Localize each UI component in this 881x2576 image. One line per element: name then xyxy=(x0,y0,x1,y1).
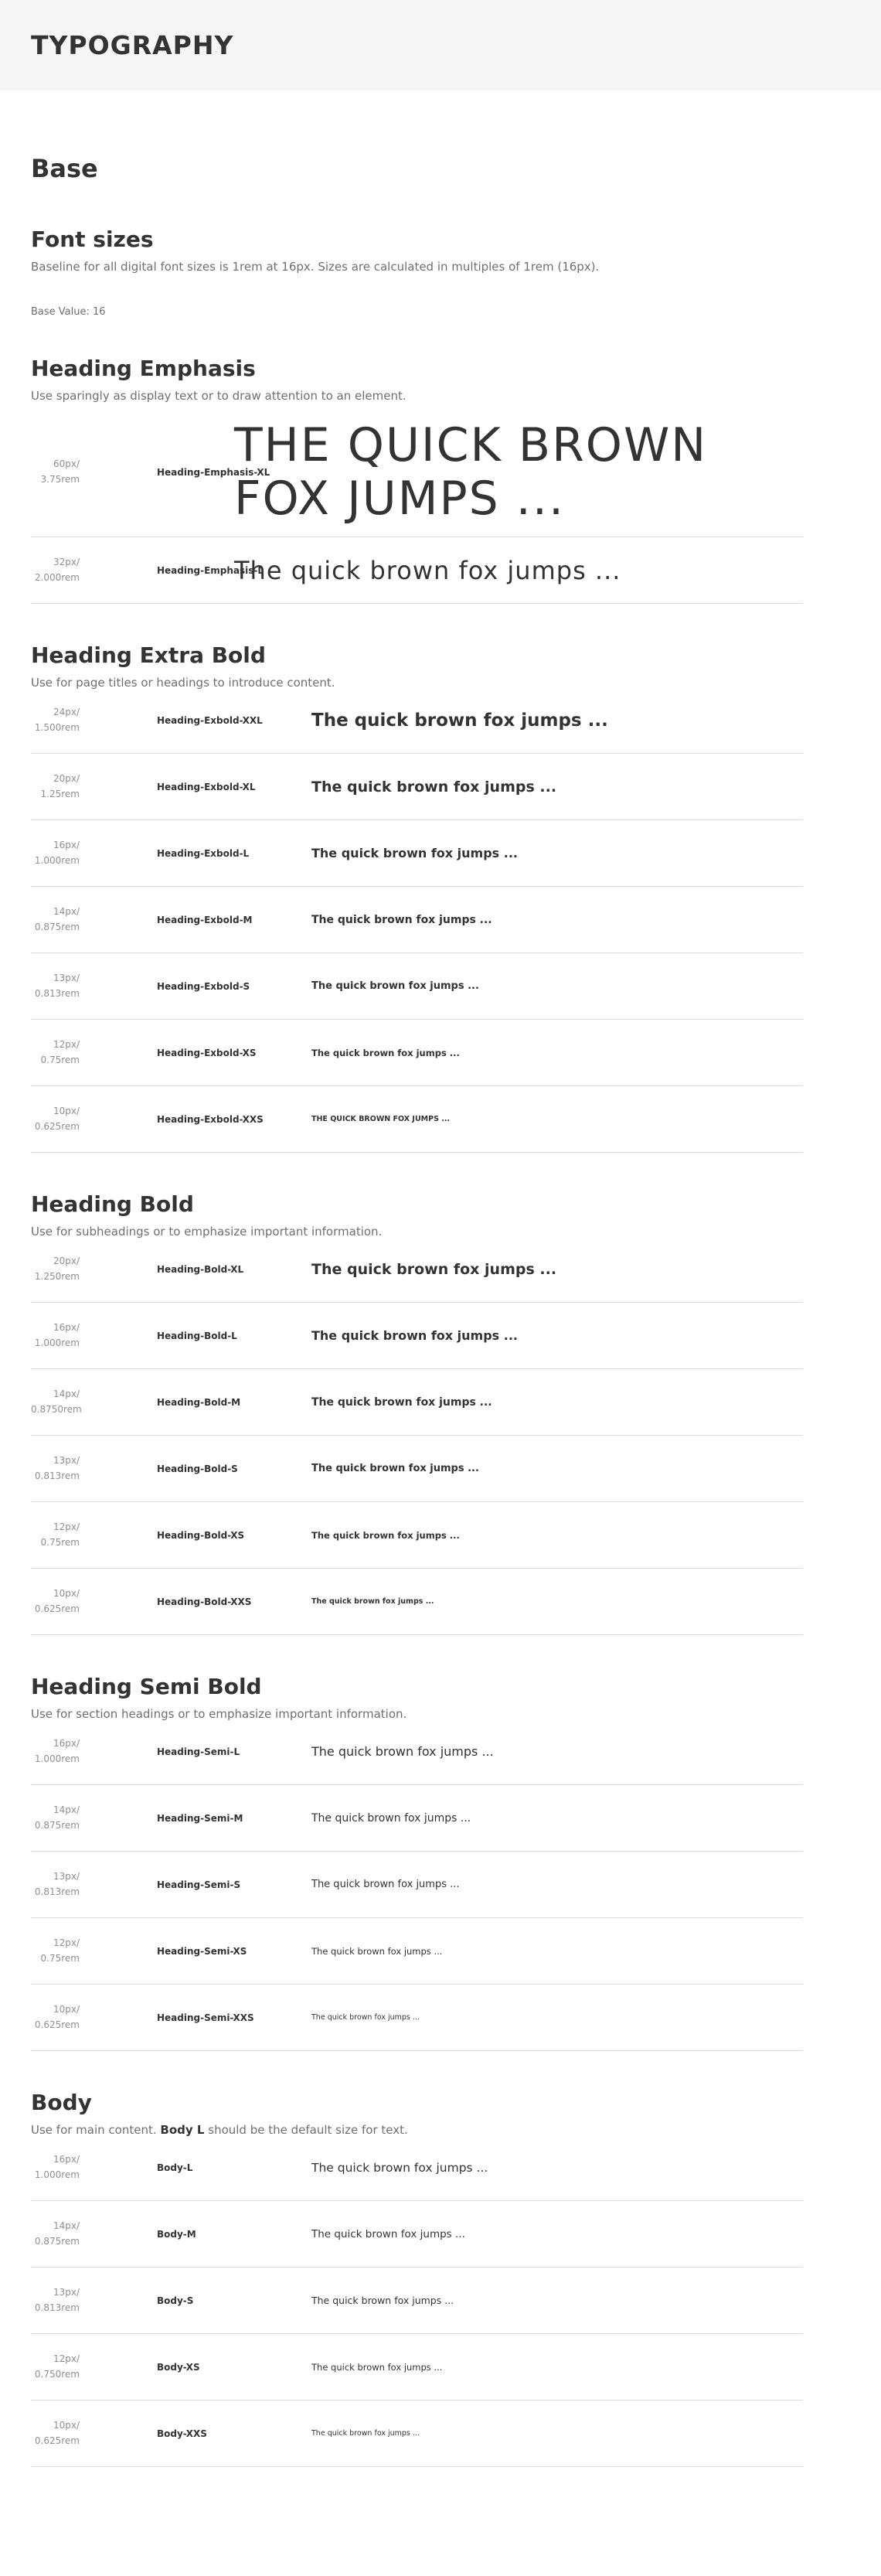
size-rem: 1.000rem xyxy=(34,1753,80,1764)
body-section xyxy=(31,2092,850,2467)
size-rem: 0.813rem xyxy=(34,2302,80,2313)
size-rem: 3.75rem xyxy=(40,473,80,485)
type-row xyxy=(31,1436,803,1502)
size-rem: 0.813rem xyxy=(34,1470,80,1481)
size-rem: 1.000rem xyxy=(34,1337,80,1348)
size-rem: 0.75rem xyxy=(40,1054,80,1065)
size-px: 20px/ xyxy=(53,1255,80,1266)
type-sample: The quick brown fox jumps ... xyxy=(311,846,518,860)
size-px: 32px/ xyxy=(53,556,80,567)
size-px: 13px/ xyxy=(53,1454,80,1466)
section-title: Font sizes xyxy=(31,227,154,252)
type-row xyxy=(31,1785,803,1852)
size-label xyxy=(31,457,80,488)
size-label xyxy=(31,2418,80,2449)
size-rem: 2.000rem xyxy=(34,571,80,583)
size-px: 12px/ xyxy=(53,2353,80,2364)
size-px: 20px/ xyxy=(53,772,80,784)
description-suffix: should be the default size for text. xyxy=(208,2123,408,2137)
token-name: Heading-Exbold-S xyxy=(157,980,250,992)
size-px: 16px/ xyxy=(53,1321,80,1333)
base-value: Base Value: 16 xyxy=(31,306,106,318)
type-sample: The quick brown fox jumps ... xyxy=(311,2361,443,2373)
size-rem: 0.625rem xyxy=(34,1603,80,1614)
size-rem: 1.000rem xyxy=(34,854,80,866)
size-label xyxy=(31,2002,80,2033)
type-row xyxy=(31,953,803,1020)
section-description: Use for section headings or to emphasize important information. xyxy=(31,1707,407,1721)
token-name: Heading-Semi-S xyxy=(157,1879,241,1890)
type-row xyxy=(31,537,803,604)
size-rem: 0.813rem xyxy=(34,1886,80,1897)
size-label xyxy=(31,971,80,1002)
type-row xyxy=(31,1502,803,1569)
size-rem: 1.25rem xyxy=(40,788,80,799)
type-row xyxy=(31,2334,803,2401)
type-sample: The quick brown fox jumps ... xyxy=(311,980,479,992)
section-description: Use for page titles or headings to introduce content. xyxy=(31,676,335,690)
size-rem: 0.625rem xyxy=(34,2435,80,2446)
size-px: 12px/ xyxy=(53,1937,80,1948)
size-px: 60px/ xyxy=(53,458,80,469)
size-rem: 0.875rem xyxy=(34,2235,80,2247)
size-rem: 0.750rem xyxy=(34,2368,80,2380)
size-px: 10px/ xyxy=(53,2003,80,2015)
section-description: Baseline for all digital font sizes is 1rem at 16px. Sizes are calculated in multiples of 1rem (16px). xyxy=(31,260,600,274)
token-name: Heading-Emphasis-XL xyxy=(157,466,270,478)
size-px: 13px/ xyxy=(53,972,80,983)
size-label xyxy=(31,555,80,586)
type-sample: The quick brown fox jumps ... xyxy=(311,1529,460,1541)
size-label xyxy=(31,1104,80,1135)
token-name: Heading-Exbold-XXL xyxy=(157,714,263,726)
size-label xyxy=(31,1869,80,1900)
token-name: Heading-Bold-XL xyxy=(157,1263,244,1275)
size-px: 10px/ xyxy=(53,2419,80,2431)
size-px: 16px/ xyxy=(53,1737,80,1749)
size-px: 12px/ xyxy=(53,1521,80,1532)
heading-bold-section xyxy=(31,1191,850,1635)
size-rem: 0.813rem xyxy=(34,987,80,999)
size-rem: 0.75rem xyxy=(40,1952,80,1964)
size-label xyxy=(31,1803,80,1834)
size-px: 16px/ xyxy=(53,839,80,850)
size-label xyxy=(31,1387,80,1418)
type-row xyxy=(31,2268,803,2334)
size-px: 10px/ xyxy=(53,1105,80,1116)
type-sample: The quick brown fox jumps ... xyxy=(311,1597,434,1606)
description-highlight: Body L xyxy=(160,2123,205,2137)
type-sample: The quick brown fox jumps ... xyxy=(311,1744,494,1759)
section-title: Heading Semi Bold xyxy=(31,1674,262,1699)
type-sample: The quick brown fox jumps ... xyxy=(234,555,621,585)
token-name: Heading-Semi-L xyxy=(157,1746,240,1757)
page-title: TYPOGRAPHY xyxy=(31,30,234,60)
size-rem: 0.625rem xyxy=(34,1120,80,1132)
size-label xyxy=(31,1038,80,1068)
type-row xyxy=(31,1369,803,1436)
font-sizes-section xyxy=(31,229,850,318)
base-title: Base xyxy=(31,154,98,183)
type-sample: The quick brown fox jumps ... xyxy=(311,778,557,796)
size-label xyxy=(31,1936,80,1967)
size-px: 24px/ xyxy=(53,706,80,717)
token-name: Body-L xyxy=(157,2162,193,2173)
token-name: Body-XS xyxy=(157,2361,200,2373)
token-name: Heading-Exbold-XS xyxy=(157,1047,257,1058)
size-px: 13px/ xyxy=(53,2286,80,2298)
description-prefix: Use for main content. xyxy=(31,2123,157,2137)
type-sample: THE QUICK BROWN FOX JUMPS ... xyxy=(311,1115,451,1123)
type-row xyxy=(31,754,803,820)
token-name: Heading-Exbold-XL xyxy=(157,781,256,792)
type-sample: The quick brown fox jumps ... xyxy=(311,2227,465,2240)
section-title: Heading Bold xyxy=(31,1191,194,1217)
type-sample: The quick brown fox jumps ... xyxy=(311,1811,471,1825)
page-header xyxy=(0,0,881,90)
typography-content xyxy=(0,156,881,2467)
type-scale-list xyxy=(31,1719,803,2051)
token-name: Heading-Bold-XXS xyxy=(157,1596,252,1607)
size-px: 14px/ xyxy=(53,1804,80,1815)
type-row xyxy=(31,407,803,537)
type-row xyxy=(31,1852,803,1918)
size-label xyxy=(31,2352,80,2383)
type-scale-list xyxy=(31,1236,803,1635)
type-row xyxy=(31,1918,803,1985)
type-row xyxy=(31,1719,803,1785)
type-row xyxy=(31,1086,803,1153)
size-px: 16px/ xyxy=(53,2153,80,2165)
type-row xyxy=(31,1985,803,2051)
size-label xyxy=(31,1520,80,1551)
heading-semi-bold-section xyxy=(31,1676,850,2051)
size-rem: 1.500rem xyxy=(34,721,80,733)
section-description: Use sparingly as display text or to draw attention to an element. xyxy=(31,389,406,403)
section-title: Body xyxy=(31,2090,92,2115)
size-label xyxy=(31,2219,80,2250)
type-scale-list xyxy=(31,687,803,1153)
type-row xyxy=(31,2401,803,2467)
token-name: Heading-Bold-XS xyxy=(157,1529,245,1541)
size-rem: 0.875rem xyxy=(34,1819,80,1831)
type-sample: The quick brown fox jumps ... xyxy=(311,913,492,926)
size-label xyxy=(31,705,80,736)
size-rem: 0.875rem xyxy=(34,921,80,932)
size-label xyxy=(31,838,80,869)
type-row xyxy=(31,2201,803,2268)
token-name: Heading-Emphasis-L xyxy=(157,564,264,576)
size-label xyxy=(31,2152,80,2183)
size-rem: 0.75rem xyxy=(40,1536,80,1548)
token-name: Heading-Bold-S xyxy=(157,1463,238,1474)
type-sample: The quick brown fox jumps ... xyxy=(311,2295,454,2306)
type-sample: The quick brown fox jumps ... xyxy=(311,1047,460,1058)
size-px: 12px/ xyxy=(53,1038,80,1050)
token-name: Body-S xyxy=(157,2295,194,2306)
type-sample: The quick brown fox jumps ... xyxy=(311,2429,420,2438)
size-label xyxy=(31,772,80,802)
size-rem: 1.250rem xyxy=(34,1270,80,1282)
token-name: Heading-Semi-XS xyxy=(157,1945,247,1957)
type-row xyxy=(31,2135,803,2201)
size-label xyxy=(31,1453,80,1484)
heading-emphasis-section xyxy=(31,358,850,604)
heading-extra-bold-section xyxy=(31,642,850,1153)
size-label xyxy=(31,905,80,935)
size-label xyxy=(31,1586,80,1617)
type-row xyxy=(31,1236,803,1303)
type-sample: The quick brown fox jumps ... xyxy=(311,1395,492,1409)
type-sample: The quick brown fox jumps ... xyxy=(311,1260,557,1278)
type-sample: The quick brown fox jumps ... xyxy=(311,1463,479,1474)
type-row xyxy=(31,820,803,887)
type-sample: THE QUICK BROWN FOX JUMPS ... xyxy=(234,417,708,526)
token-name: Heading-Semi-XXS xyxy=(157,2012,254,2023)
size-rem: 0.625rem xyxy=(34,2019,80,2030)
section-title: Heading Emphasis xyxy=(31,356,256,381)
token-name: Heading-Bold-M xyxy=(157,1396,241,1408)
token-name: Heading-Semi-M xyxy=(157,1812,243,1824)
size-label xyxy=(31,1254,80,1285)
token-name: Heading-Exbold-XXS xyxy=(157,1113,264,1125)
size-label xyxy=(31,2285,80,2316)
size-rem: 0.8750rem xyxy=(31,1403,82,1415)
type-row xyxy=(31,1569,803,1635)
section-title: Heading Extra Bold xyxy=(31,642,266,668)
size-rem: 1.000rem xyxy=(34,2169,80,2180)
size-px: 14px/ xyxy=(53,905,80,917)
type-sample: The quick brown fox jumps ... xyxy=(311,2013,420,2022)
type-sample: The quick brown fox jumps ... xyxy=(311,710,608,731)
size-px: 13px/ xyxy=(53,1870,80,1882)
token-name: Body-XXS xyxy=(157,2428,207,2439)
type-scale-list xyxy=(31,407,803,604)
token-name: Heading-Exbold-M xyxy=(157,914,253,925)
type-row xyxy=(31,1303,803,1369)
size-px: 14px/ xyxy=(53,1388,80,1399)
type-row xyxy=(31,687,803,754)
size-label xyxy=(31,1736,80,1767)
type-sample: The quick brown fox jumps ... xyxy=(311,1328,518,1343)
size-px: 14px/ xyxy=(53,2220,80,2231)
type-sample: The quick brown fox jumps ... xyxy=(311,1945,443,1957)
token-name: Heading-Exbold-L xyxy=(157,847,250,859)
token-name: Heading-Bold-L xyxy=(157,1330,237,1341)
type-scale-list xyxy=(31,2135,803,2467)
type-row xyxy=(31,1020,803,1086)
size-px: 10px/ xyxy=(53,1587,80,1599)
type-row xyxy=(31,887,803,953)
token-name: Body-M xyxy=(157,2228,196,2240)
type-sample: The quick brown fox jumps ... xyxy=(311,1879,460,1890)
type-sample: The quick brown fox jumps ... xyxy=(311,2160,488,2175)
size-label xyxy=(31,1320,80,1351)
section-description: Use for subheadings or to emphasize important information. xyxy=(31,1225,383,1239)
